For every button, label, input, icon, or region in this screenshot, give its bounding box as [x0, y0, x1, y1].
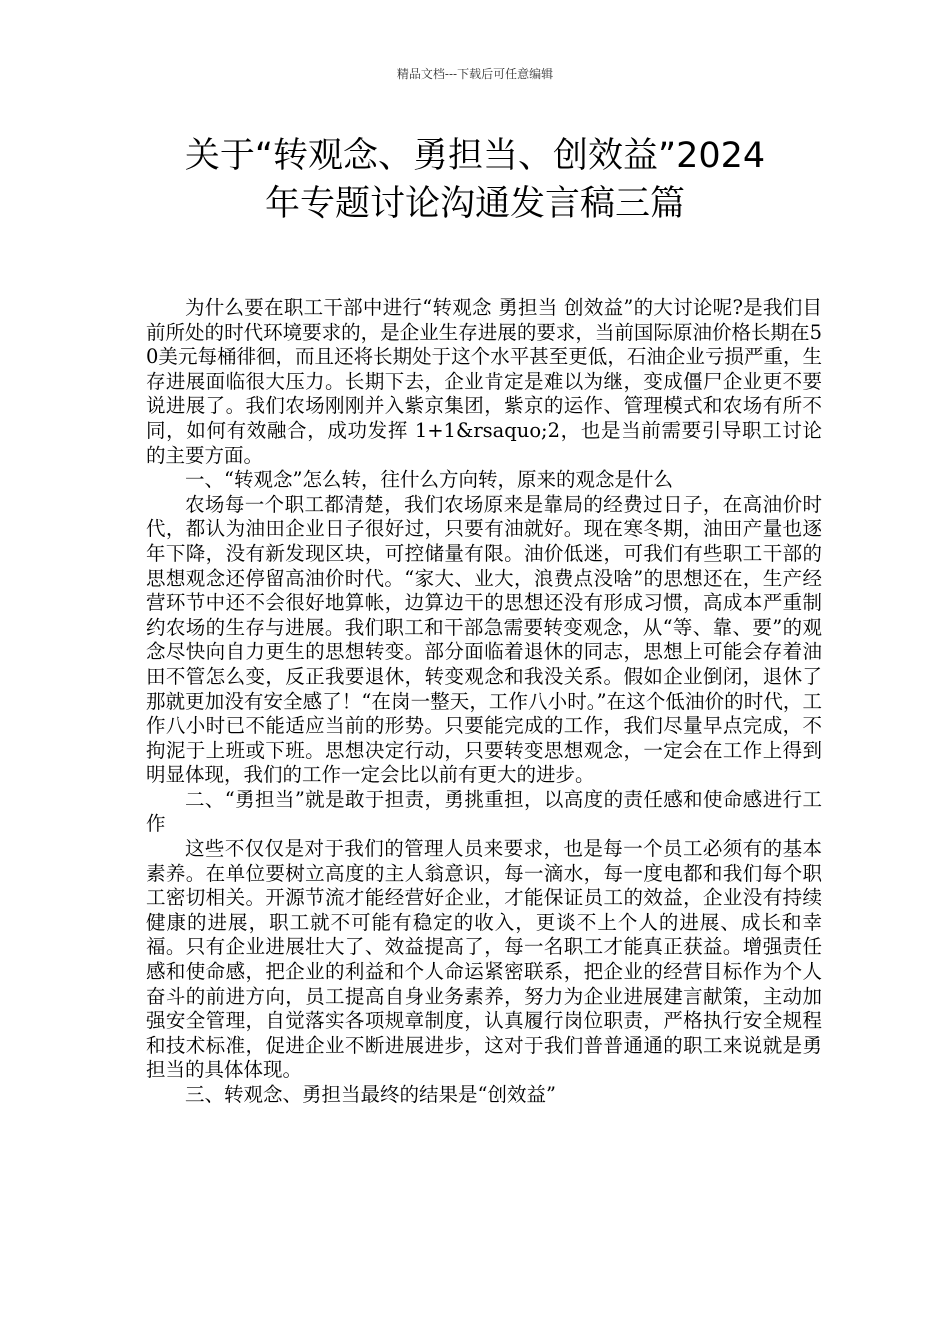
- intro-paragraph: 为什么要在职工干部中进行“转观念 勇担当 创效益”的大讨论呢?是我们目前所处的时代环境要求的，是企业生存进展的要求，当前国际原油价格长期在50美元每桶徘徊，而且还将长期处于这个水平甚至更低，石油企业亏损严重，生存进展面临很大压力。长期下去，企业肯定是难以为继，变成僵尸企业更不要说进展了。我们农场刚刚并入紫京集团，紫京的运作、管理模式和农场有所不同，如何有效融合，成功发挥 1+1&rsaquo;2，也是当前需要引导职工讨论的主要方面。: [146, 296, 822, 467]
- page-header: 精品文档---下载后可任意编辑: [396, 67, 554, 81]
- section-heading-2: 二、“勇担当”就是敢于担责，勇挑重担，以高度的责任感和使命感进行工作: [146, 787, 822, 836]
- title-line-1: 关于“转观念、勇担当、创效益”2024: [184, 136, 766, 176]
- title-line-2: 年专题讨论沟通发言稿三篇: [264, 184, 685, 224]
- document-body: [146, 296, 822, 1108]
- section-heading-1: 一、“转观念”怎么转，往什么方向转，原来的观念是什么: [185, 468, 673, 492]
- section-1-paragraph: 农场每一个职工都清楚，我们农场原来是靠局的经费过日子，在高油价时代，都认为油田企业日子很好过，只要有油就好。现在寒冬期，油田产量也逐年下降，没有新发现区块，可控储量有限。油价低迷，可我们有些职工干部的思想观念还停留高油价时代。“家大、业大，浪费点没啥”的思想还在，生产经营环节中还不会很好地算帐，边算边干的思想还没有形成习惯，高成本严重制约农场的生存与进展。我们职工和干部急需要转变观念，从“等、靠、要”的观念尽快向自力更生的思想转变。部分面临着退休的同志，思想上可能会存着油田不管怎么变，反正我要退休，转变观念和我没关系。假如企业倒闭，退休了那就更加没有安全感了！“在岗一整天，工作八小时。”在这个低油价的时代，工作八小时已不能适应当前的形势。只要能完成的工作，我们尽量早点完成，不拘泥于上班或下班。思想决定行动，只要转变思想观念，一定会在工作上得到明显体现，我们的工作一定会比以前有更大的进步。: [146, 492, 822, 787]
- document-title: [120, 132, 830, 228]
- section-heading-3: 三、转观念、勇担当最终的结果是“创效益”: [185, 1083, 556, 1106]
- section-2-paragraph: 这些不仅仅是对于我们的管理人员来要求，也是每一个员工必须有的基本素养。在单位要树立高度的主人翁意识，每一滴水，每一度电都和我们每个职工密切相关。开源节流才能经营好企业，才能保证员工的效益，企业没有持续健康的进展，职工就不可能有稳定的收入，更谈不上个人的进展、成长和幸福。只有企业进展壮大了、效益提高了，每一名职工才能真正获益。增强责任感和使命感，把企业的利益和个人命运紧密联系，把企业的经营目标作为个人奋斗的前进方向，员工提高自身业务素养，努力为企业进展建言献策，主动加强安全管理，自觉落实各项规章制度，认真履行岗位职责，严格执行安全规程和技术标准，促进企业不断进展进步，这对于我们普普通通的职工来说就是勇担当的具体体现。: [146, 837, 822, 1082]
